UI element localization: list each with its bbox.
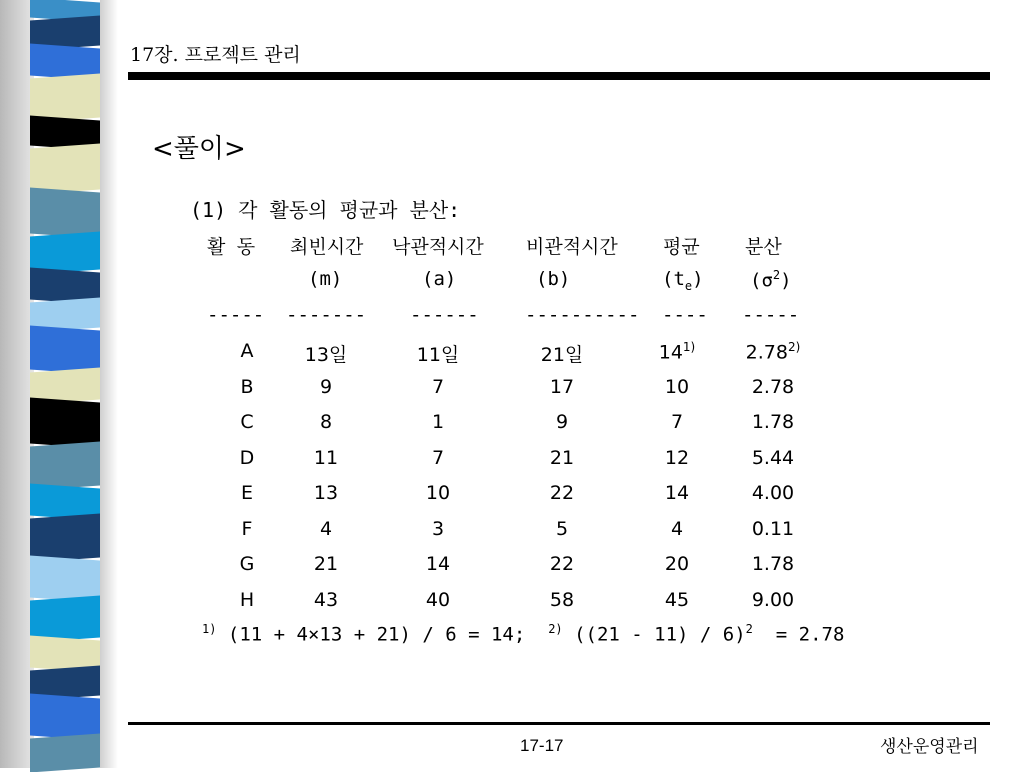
strip-band	[30, 514, 100, 563]
header-optimistic: 낙관적시간	[392, 236, 484, 258]
cell-pessimistic: 22	[549, 482, 575, 504]
cell-most-likely: 43	[313, 588, 339, 611]
cell-pessimistic: 21일	[540, 344, 584, 366]
cell-mean: 12	[664, 446, 690, 469]
unit-te: $(t_e)$	[662, 268, 704, 293]
cell-activity: H	[239, 588, 255, 611]
cell-pessimistic: 17	[549, 375, 575, 398]
cell-variance: 0.11	[751, 517, 795, 540]
cell-variance: 5.44	[751, 446, 795, 469]
cell-most-likely: 8	[319, 411, 333, 433]
strip-shadow	[100, 0, 118, 768]
solution-heading: <풀이>	[152, 134, 246, 164]
cell-most-likely: 4	[319, 517, 333, 540]
strip-shadow	[0, 0, 34, 768]
header-variance: 분산	[745, 236, 782, 258]
unit-b: (b)	[536, 268, 571, 290]
bottom-rule	[128, 722, 990, 725]
dash-activity: -----	[207, 304, 265, 326]
header-pessimistic: 비관적시간	[526, 236, 618, 258]
cell-optimistic: 1	[431, 411, 445, 433]
cell-pessimistic: 22	[549, 553, 575, 575]
cell-variance: 2.78$^{2)}$	[745, 340, 801, 364]
header-most-likely: 최빈시간	[290, 236, 364, 258]
dash-m: -------	[286, 304, 367, 326]
unit-sigma: $(\sigma^2)$	[750, 268, 792, 292]
cell-pessimistic: 58	[549, 588, 575, 611]
header-mean: 평균	[663, 236, 700, 258]
cell-activity: F	[241, 517, 253, 540]
strip-band	[30, 734, 100, 772]
cell-mean: 20	[664, 553, 690, 575]
cell-optimistic: 3	[431, 517, 445, 540]
cell-variance: 2.78	[751, 375, 795, 398]
cell-pessimistic: 21	[549, 446, 575, 469]
cell-most-likely: 13	[313, 482, 339, 504]
cell-mean: 10	[664, 375, 690, 398]
cell-optimistic: 11일	[416, 344, 460, 366]
cell-activity: B	[240, 375, 254, 398]
strip-band	[30, 74, 100, 123]
cell-mean: 4	[670, 517, 684, 540]
cell-optimistic: 40	[425, 588, 451, 611]
cell-optimistic: 7	[431, 446, 445, 469]
course-name: 생산운영관리	[880, 737, 979, 757]
cell-activity: A	[240, 340, 254, 362]
cell-most-likely: 13일	[304, 344, 348, 366]
cell-pessimistic: 9	[555, 411, 569, 433]
cell-most-likely: 21	[313, 553, 339, 575]
cell-activity: G	[239, 553, 255, 575]
strip-band	[30, 398, 100, 449]
cell-mean: 14$^{1)}$	[658, 340, 696, 364]
dash-variance: -----	[742, 304, 800, 326]
cell-variance: 4.00	[751, 482, 795, 504]
cell-variance: 1.78	[751, 411, 795, 433]
unit-a: (a)	[422, 268, 457, 290]
cell-most-likely: 11	[313, 446, 339, 469]
cell-optimistic: 10	[425, 482, 451, 504]
cell-mean: 45	[664, 588, 690, 611]
strip-band	[30, 326, 100, 375]
page-number: 17-17	[520, 736, 564, 755]
unit-m: (m)	[308, 268, 343, 290]
cell-optimistic: 7	[431, 375, 445, 398]
dash-mean: ----	[662, 304, 708, 326]
cell-most-likely: 9	[319, 375, 333, 398]
dash-b: ----------	[525, 304, 640, 326]
strip-band	[30, 144, 100, 195]
chapter-title: 17장. 프로젝트 관리	[130, 44, 301, 66]
cell-pessimistic: 5	[555, 517, 569, 540]
strip-band	[30, 188, 100, 239]
cell-variance: 1.78	[751, 553, 795, 575]
cell-mean: 14	[664, 482, 690, 504]
footnote: $^{1)}$ (11 + 4×13 + 21) / 6 = 14; $^{2)}$ ((21 - 11) / 6)$^2$ = 2.78	[202, 622, 845, 646]
strip-band	[30, 442, 100, 491]
dash-a: ------	[410, 304, 479, 326]
section-title: (1) 각 활동의 평균과 분산:	[190, 198, 461, 222]
cell-activity: C	[240, 411, 254, 433]
top-rule	[128, 72, 990, 80]
cell-activity: D	[239, 446, 255, 469]
cell-optimistic: 14	[425, 553, 451, 575]
cell-mean: 7	[670, 411, 684, 433]
header-activity: 활 동	[207, 236, 256, 258]
cell-activity: E	[240, 482, 253, 504]
cell-variance: 9.00	[751, 588, 795, 611]
decorative-strip	[0, 0, 118, 768]
